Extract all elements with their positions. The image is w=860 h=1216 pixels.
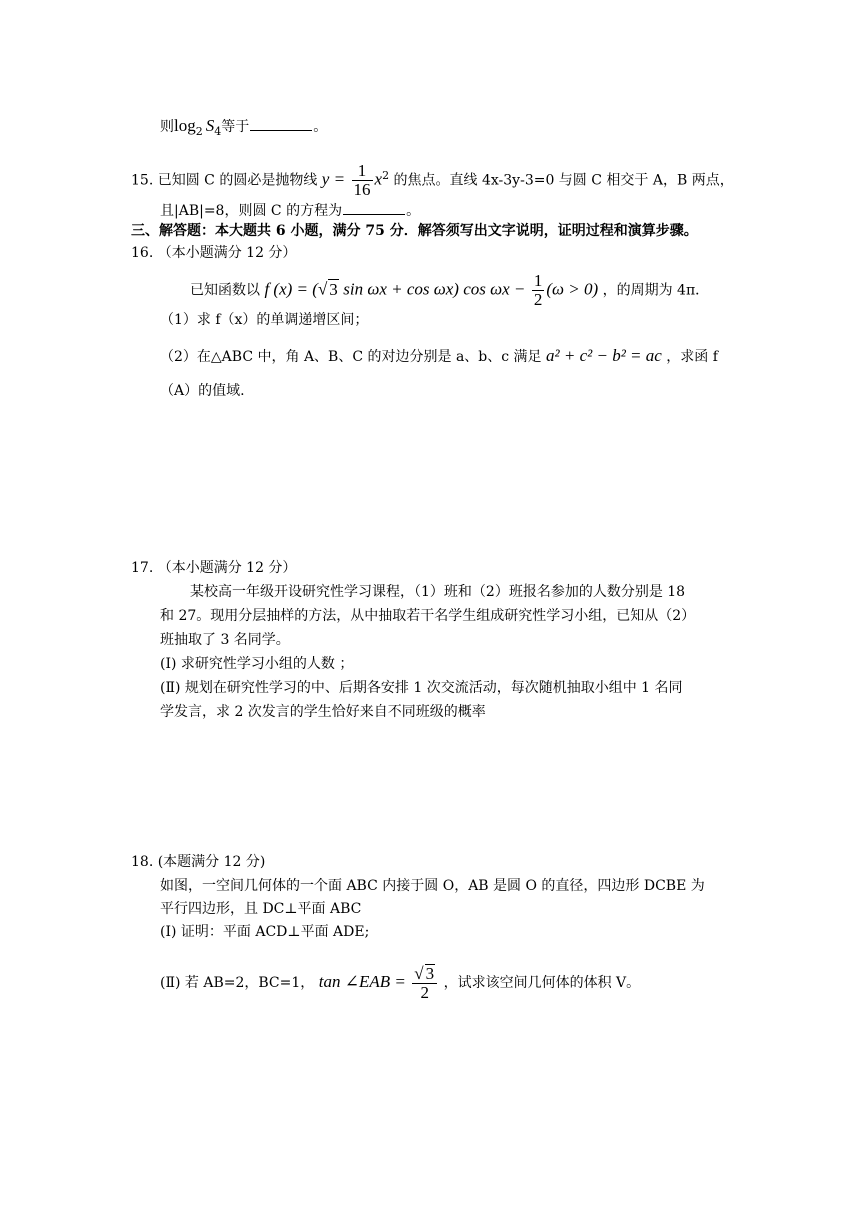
fraction-1-2 <box>532 272 545 309</box>
q16-part2-cont: （A）的值域. <box>160 383 245 399</box>
frac-num: 1 <box>352 162 373 181</box>
q15-line2-text: 且|AB|=8，则圆 C 的方程为 <box>160 203 343 219</box>
q17-part2b: 学发言，求 2 次发言的学生恰好来自不同班级的概率 <box>160 704 486 720</box>
frac-num <box>412 964 437 984</box>
frac-den: 2 <box>533 290 543 309</box>
q16-after: ，的周期为 4π． <box>602 282 710 299</box>
S-subscript: 4 <box>214 124 222 138</box>
q17-l1: 某校高一年级开设研究性学习课程，（1）班和（2）班报名参加的人数分别是 18 <box>190 584 686 600</box>
frac-num: 1 <box>533 271 543 290</box>
q17-part2a: (Ⅱ) 规划在研究性学习的中、后期各安排 1 次交流活动，每次随机抽取小组中 1 名同 <box>160 680 683 696</box>
fraction-sqrt3-2 <box>412 964 437 1002</box>
q16-p2a: （2）在△ABC 中，角 A、B、C 的对边分别是 a、b、c 满足 <box>160 349 542 365</box>
x-symbol: x <box>374 169 383 189</box>
tan-expression: tan ∠EAB = <box>318 972 406 991</box>
q15-end: 。 <box>406 203 421 219</box>
f-mid: sin ωx + cos ωx) cos ωx − <box>343 279 526 299</box>
q16-p2b: ，求函 f <box>666 349 718 365</box>
frac-den: 16 <box>353 180 371 199</box>
q14-prefix: 则 <box>160 119 174 135</box>
q16-header: 16. （本小题满分 12 分） <box>131 245 297 261</box>
q16-part1: （1）求 f（x）的单调递增区间； <box>160 312 369 328</box>
log-symbol: log <box>174 116 196 135</box>
answer-blank[interactable] <box>250 116 312 131</box>
S-symbol: S <box>205 116 215 135</box>
q18-l2: 平行四边形，且 DC⊥平面 ABC <box>160 901 362 917</box>
q14-suffix: 等于 <box>221 119 250 135</box>
q16-part2 <box>160 346 718 367</box>
answer-blank[interactable] <box>343 200 405 215</box>
q16-intro: 已知函数以 <box>190 282 260 299</box>
question-number: 15. <box>131 172 154 189</box>
q15-text2: 的焦点。直线 4x-3y-3=0 与圆 C 相交于 A，B 两点， <box>393 172 734 189</box>
sqrt-symbol: √ <box>414 964 424 983</box>
q16-function-line <box>190 272 709 309</box>
sqrt-3: 3 <box>329 279 338 299</box>
q14-end: 。 <box>313 119 328 135</box>
q14-answer-line <box>160 116 327 142</box>
q17-header: 17. （本小题满分 12 分） <box>131 560 297 576</box>
q16-equation: a² + c² − b² = ac <box>546 346 662 365</box>
q18-l1: 如图，一空间几何体的一个面 ABC 内接于圆 O，AB 是圆 O 的直径，四边形 DCBE 为 <box>160 878 705 894</box>
exponent: 2 <box>382 168 390 182</box>
q18-p2b: ，试求该空间几何体的体积 V。 <box>443 975 641 991</box>
sqrt-3: 3 <box>425 964 435 983</box>
q17-l2: 和 27。现用分层抽样的方法，从中抽取若干名学生组成研究性学习小组，已知从（2） <box>160 608 696 624</box>
q15-text1: 已知圆 C 的圆必是抛物线 <box>157 172 318 189</box>
q17-part1: (Ⅰ) 求研究性学习小组的人数 ； <box>160 656 354 672</box>
q15-line2 <box>160 200 420 221</box>
q17-l3: 班抽取了 3 名同学。 <box>160 632 290 648</box>
q18-header: 18. (本题满分 12 分) <box>131 854 266 870</box>
f-lhs: f (x) = ( <box>264 279 318 299</box>
omega-condition: (ω > 0) <box>546 279 599 299</box>
frac-den: 2 <box>420 983 429 1002</box>
q15-line1 <box>131 162 734 199</box>
sqrt-symbol: √ <box>317 279 328 299</box>
q18-p2a: (Ⅱ) 若 AB=2，BC=1， <box>160 975 315 991</box>
fraction-1-16 <box>352 162 373 199</box>
log-base: 2 <box>195 124 203 138</box>
q18-part1: (Ⅰ) 证明：平面 ACD⊥平面 ADE; <box>160 924 370 940</box>
q18-part2 <box>160 964 640 1002</box>
eq-lhs: y = <box>321 169 346 189</box>
section-heading: 三、解答题：本大题共 6 小题，满分 75 分．解答须写出文字说明，证明过程和演算步骤。 <box>131 223 698 239</box>
